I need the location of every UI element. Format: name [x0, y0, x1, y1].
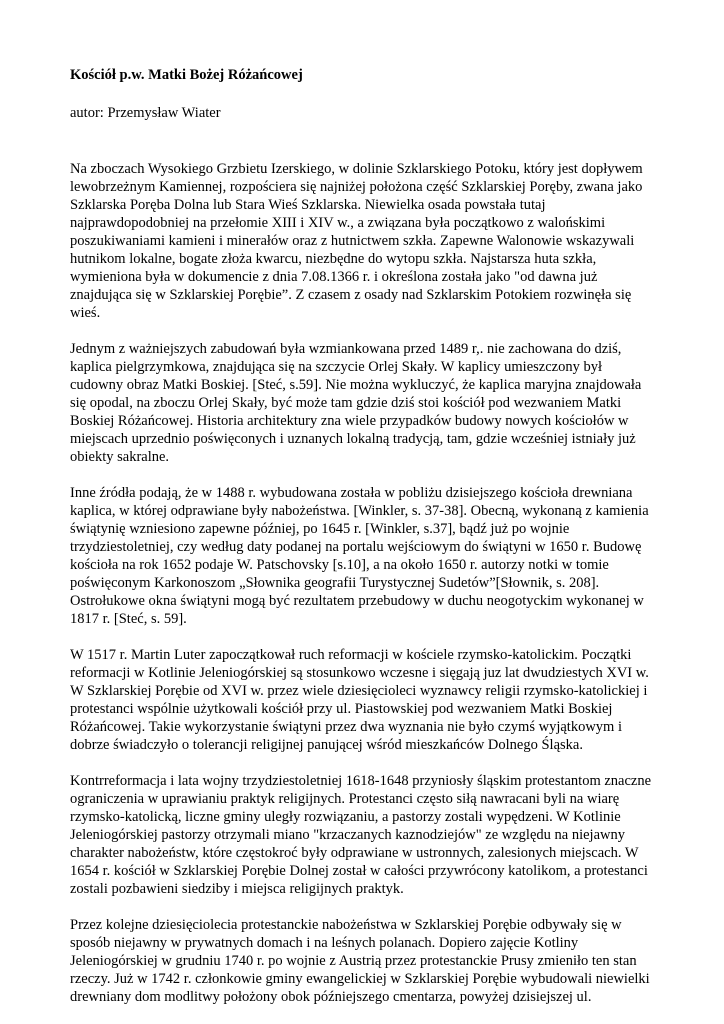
paragraph: Kontrreformacja i lata wojny trzydziestoletniej 1618-1648 przyniosły śląskim protestantom znaczne ograniczenia w uprawianiu praktyk religijnych. Protestanci często siłą nawracani byli na wiarę rzymsko-katolicką, liczne gminy uległy rozwiązaniu, a pastorzy zostali wypędzeni. W Kotlinie Jeleniogórskiej pastorzy otrzymali miano "krzaczanych kaznodziejów" ze względu na niejawny charakter nabożeństw, które częstokroć były odprawiane w ustronnych, zalesionych miejscach. W 1654 r. kościół w Szklarskiej Porębie Dolnej został w całości przywrócony katolikom, a protestanci zostali pozbawieni siedziby i miejsca religijnych praktyk.	[70, 773, 652, 897]
author-line: autor: Przemysław Wiater	[70, 105, 221, 121]
document-title: Kościół p.w. Matki Bożej Różańcowej	[70, 67, 303, 83]
paragraph: W 1517 r. Martin Luter zapoczątkował ruch reformacji w kościele rzymsko-katolickim. Początki reformacji w Kotlinie Jeleniogórskiej są stosunkowo wczesne i sięgają juz lat dwudziestych XVI w. W Szklarskiej Porębie od XVI w. przez wiele dziesięcioleci wyznawcy religii rzymsko-katolickiej i protestanci wspólnie użytkowali kościół przy ul. Piastowskiej pod wezwaniem Matki Boskiej Różańcowej. Takie wykorzystanie świątyni przez dwa wyznania nie było czymś wyjątkowym i dobrze świadczyło o tolerancji religijnej panującej wśród mieszkańców Dolnego Śląska.	[70, 647, 649, 753]
paragraph: Inne źródła podają, że w 1488 r. wybudowana została w pobliżu dzisiejszego kościoła drewniana kaplica, w której odprawiane były nabożeństwa. [Winkler, s. 37-38]. Obecną, wykonaną z kamienia świątynię wzniesiono zapewne później, po 1645 r. [Winkler, s.37], bądź już po wojnie trzydziestoletniej, czy według daty podanej na portalu wejściowym do świątyni w 1650 r. Budowę kościoła na rok 1652 podaje W. Patschovsky [s.10], a na około 1650 r. autorzy notki w tomie poświęconym Karkonoszom „Słownika geografii Turystycznej Sudetów”[Słownik, s. 208]. Ostrołukowe okna świątyni mogą być rezultatem przebudowy w duchu neogotyckim wykonanej w 1817 r. [Steć, s. 59].	[70, 485, 649, 627]
document-body	[70, 160, 654, 1006]
paragraph: Przez kolejne dziesięciolecia protestanckie nabożeństwa w Szklarskiej Porębie odbywały się w sposób niejawny w prywatnych domach i na leśnych polanach. Dopiero zajęcie Kotliny Jeleniogórskiej w grudniu 1740 r. po wojnie z Austrią przez protestanckie Prusy zmieniło ten stan rzeczy. Już w 1742 r. członkowie gminy ewangelickiej w Szklarskiej Porębie wybudowali niewielki drewniany dom modlitwy położony obok późniejszego cmentarza, powyżej dzisiejszej ul.	[70, 917, 650, 1005]
paragraph: Na zboczach Wysokiego Grzbietu Izerskiego, w dolinie Szklarskiego Potoku, który jest dopływem lewobrzeżnym Kamiennej, rozpościera się najniżej położona część Szklarskiej Poręby, zwana jako Szklarska Poręba Dolna lub Stara Wieś Szklarska. Niewielka osada powstała tutaj najprawdopodobniej na przełomie XIII i XIV w., a związana była początkowo z walońskimi poszukiwaniami kamieni i minerałów oraz z hutnictwem szkła. Zapewne Walonowie wskazywali hutnikom lokalne, bogate złoża kwarcu, niezbędne do wytopu szkła. Najstarsza huta szkła, wymieniona była w dokumencie z dnia 7.08.1366 r. i określona została jako "od dawna już znajdująca się w Szklarskiej Porębie”. Z czasem z osady nad Szklarskim Potokiem rozwinęła się wieś.	[70, 161, 643, 321]
paragraph: Jednym z ważniejszych zabudowań była wzmiankowana przed 1489 r,. nie zachowana do dziś, kaplica pielgrzymkowa, znajdująca się na szczycie Orlej Skały. W kaplicy umieszczony był cudowny obraz Matki Boskiej. [Steć, s.59]. Nie można wykluczyć, że kaplica maryjna znajdowała się opodal, na zboczu Orlej Skały, być może tam gdzie dziś stoi kościół pod wezwaniem Matki Boskiej Różańcowej. Historia architektury zna wiele przypadków budowy nowych kościołów w miejscach uprzednio poświęconych i uznanych lokalną tradycją, tam, gdzie wcześniej istniały już obiekty sakralne.	[70, 341, 642, 465]
